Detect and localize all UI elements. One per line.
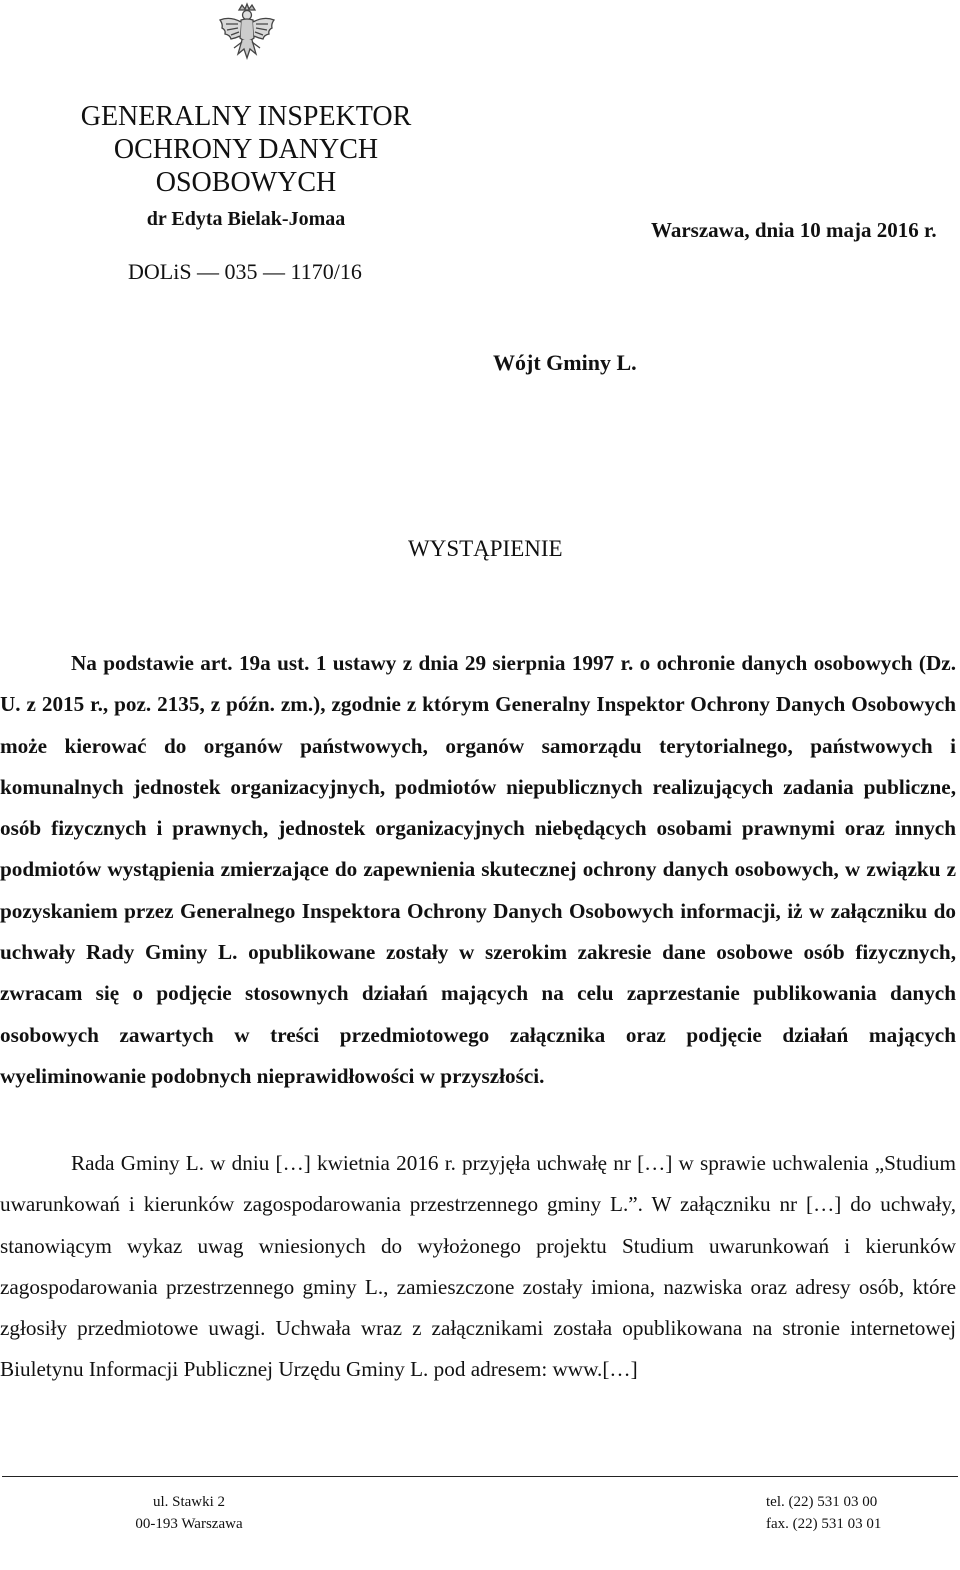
footer-fax: fax. (22) 531 03 01 — [766, 1516, 882, 1532]
org-name-line-3: OSOBOWYCH — [155, 167, 337, 198]
footer-contact — [766, 1491, 881, 1535]
footer-phone: tel. (22) 531 03 00 — [766, 1494, 878, 1510]
paragraph-1: Na podstawie art. 19a ust. 1 ustawy z dnia 29 sierpnia 1997 r. o ochronie danych osobowych (Dz. U. z 2015 r., poz. 2135, z późn. zm.), zgodnie z którym Generalny Inspektor Ochrony Danych Osobowych może kierować do organów państwowych, organów samorządu terytorialnego, państwowych i komunalnych jednostek organizacyjnych, podmiotów niepublicznych realizujących zadania publiczne, osób fizycznych i prawnych, jednostek organizacyjnych niebędących osobami prawnymi oraz innych podmiotów wystąpienia zmierzające do zapewnienia skutecznej ochrony danych osobowych, w związku z pozyskaniem przez Generalnego Inspektora Ochrony Danych Osobowych informacji, iż w załączniku do uchwały Rady Gminy L. opublikowane zostały w szerokim zakresie dane osobowe osób fizycznych, zwracam się o podjęcie stosownych działań mających na celu zaprzestanie publikowania danych osobowych zawartych w treści przedmiotowego załącznika oraz podjęcie działań mających wyeliminowanie podobnych nieprawidłowości w przyszłości. — [0, 651, 956, 1088]
polish-eagle-emblem-icon — [214, 2, 280, 68]
reference-number: DOLiS — 035 — 1170/16 — [128, 259, 362, 284]
paragraph-2: Rada Gminy L. w dniu […] kwietnia 2016 r. przyjęła uchwałę nr […] w sprawie uchwalenia „Studium uwarunkowań i kierunków zagospodarowania przestrzennego gminy L.”. W załączniku nr […] do uchwały, stanowiącym wykaz uwag wniesionych do wyłożonego projektu Studium uwarunkowań i kierunków zagospodarowania przestrzennego gminy L., zamieszczone zostały imiona, nazwiska oraz adresy osób, które zgłosiły przedmiotowe uwagi. Uchwała wraz z załącznikami została opublikowana na stronie internetowej Biuletynu Informacji Publicznej Urzędu Gminy L. pod adresem: www.[…] — [0, 1151, 956, 1382]
document-title: WYSTĄPIENIE — [408, 536, 563, 561]
org-name-line-1: GENERALNY INSPEKTOR — [80, 101, 412, 132]
footer-street: ul. Stawki 2 — [152, 1494, 226, 1510]
signatory-name: dr Edyta Bielak-Jomaa — [146, 208, 346, 230]
footer-city: 00-193 Warszawa — [135, 1516, 243, 1532]
footer-address — [129, 1491, 249, 1535]
footer-divider — [2, 1476, 958, 1477]
recipient: Wójt Gminy L. — [493, 350, 637, 375]
org-name-line-2: OCHRONY DANYCH — [113, 134, 379, 165]
document-date: Warszawa, dnia 10 maja 2016 r. — [651, 218, 937, 242]
